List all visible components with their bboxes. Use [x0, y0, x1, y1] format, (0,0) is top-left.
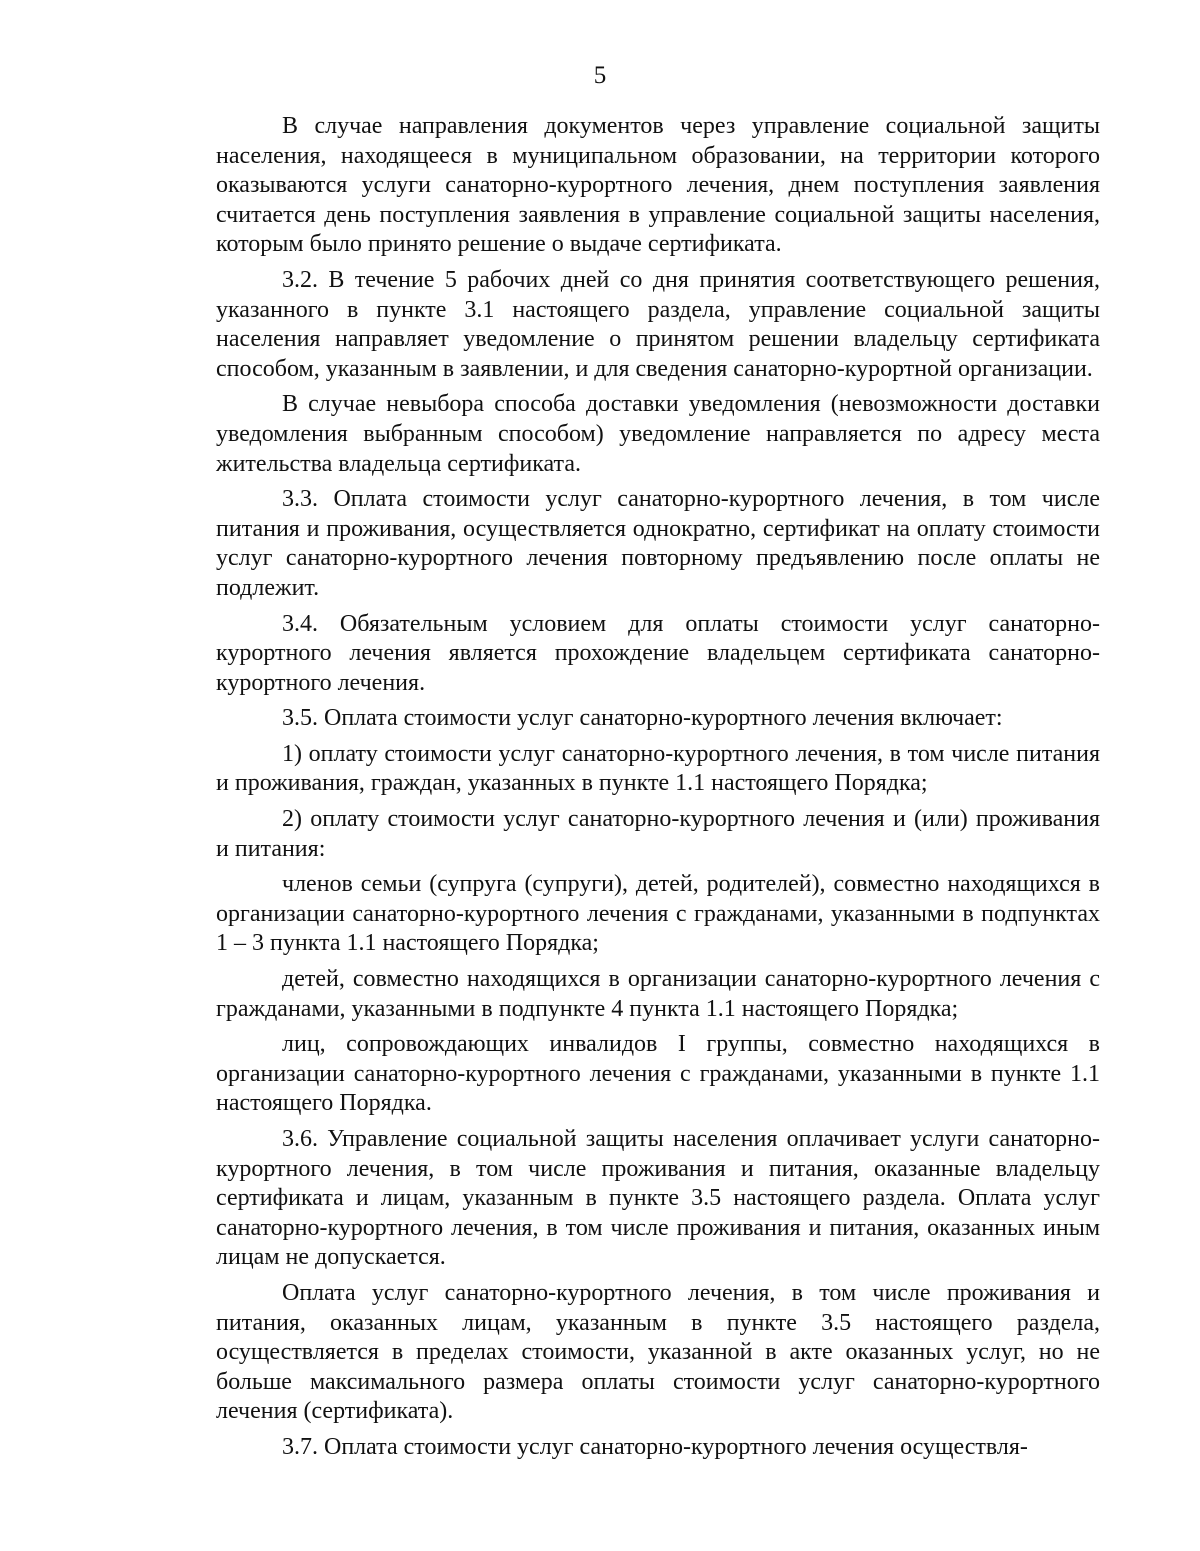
- paragraph: В случае направления документов через управление социальной защиты населения, находящееся в муниципальном образовании, на территории которого оказываются услуги санаторно-курортного лечения, днем поступления заявления считается день поступления заявления в управление социальной защиты населения, которым было принято решение о выдаче сертификата.: [216, 113, 1100, 258]
- paragraph: 3.6. Управление социальной защиты населения оплачивает услуги санаторно-курортного лечения, в том числе проживания и питания, оказанные владельцу сертификата и лицам, указанным в пункте 3.5 настоящего раздела. Оплата услуг санаторно-курортного лечения, в том числе проживания и питания, оказанных иным лицам не допускается.: [216, 1126, 1100, 1271]
- paragraph: 3.2. В течение 5 рабочих дней со дня принятия соответствующего решения, указанного в пункте 3.1 настоящего раздела, управление социальной защиты населения направляет уведомление о принятом решении владельцу сертификата способом, указанным в заявлении, и для сведения санаторно-курортной организации.: [216, 266, 1100, 382]
- paragraph: детей, совместно находящихся в организации санаторно-курортного лечения с гражданами, указанными в подпункте 4 пункта 1.1 настоящего Порядка;: [216, 966, 1100, 1022]
- paragraph: членов семьи (супруга (супруги), детей, родителей), совместно находящихся в организации санаторно-курортного лечения с гражданами, указанными в подпунктах 1 – 3 пункта 1.1 настоящего Порядка;: [216, 871, 1100, 957]
- document-body: [216, 112, 1100, 1469]
- paragraph: 1) оплату стоимости услуг санаторно-курортного лечения, в том числе питания и проживания, граждан, указанных в пункте 1.1 настоящего Порядка;: [216, 740, 1100, 797]
- paragraph: 3.3. Оплата стоимости услуг санаторно-курортного лечения, в том числе питания и проживания, осуществляется однократно, сертификат на оплату стоимости услуг санаторно-курортного лечения повторному предъявлению после оплаты не подлежит.: [216, 486, 1100, 601]
- page-number: 5: [593, 62, 607, 89]
- paragraph: Оплата услуг санаторно-курортного лечения, в том числе проживания и питания, оказанных лицам, указанным в пункте 3.5 настоящего раздела, осуществляется в пределах стоимости, указанной в акте оказанных услуг, но не больше максимального размера оплаты стоимости услуг санаторно-курортного лечения (сертификата).: [216, 1279, 1100, 1425]
- paragraph: лиц, сопровождающих инвалидов I группы, совместно находящихся в организации санаторно-курортного лечения с гражданами, указанными в пункте 1.1 настоящего Порядка.: [216, 1031, 1100, 1117]
- paragraph: 3.5. Оплата стоимости услуг санаторно-курортного лечения включает:: [282, 705, 1003, 732]
- paragraph: 2) оплату стоимости услуг санаторно-курортного лечения и (или) проживания и питания:: [216, 806, 1100, 862]
- paragraph: В случае невыбора способа доставки уведомления (невозможности доставки уведомления выбранным способом) уведомление направляется по адресу места жительства владельца сертификата.: [216, 391, 1100, 477]
- paragraph: 3.4. Обязательным условием для оплаты стоимости услуг санаторно-курортного лечения является прохождение владельцем сертификата санаторно-курортного лечения.: [216, 610, 1100, 696]
- paragraph: 3.7. Оплата стоимости услуг санаторно-курортного лечения осуществля-: [282, 1433, 1028, 1460]
